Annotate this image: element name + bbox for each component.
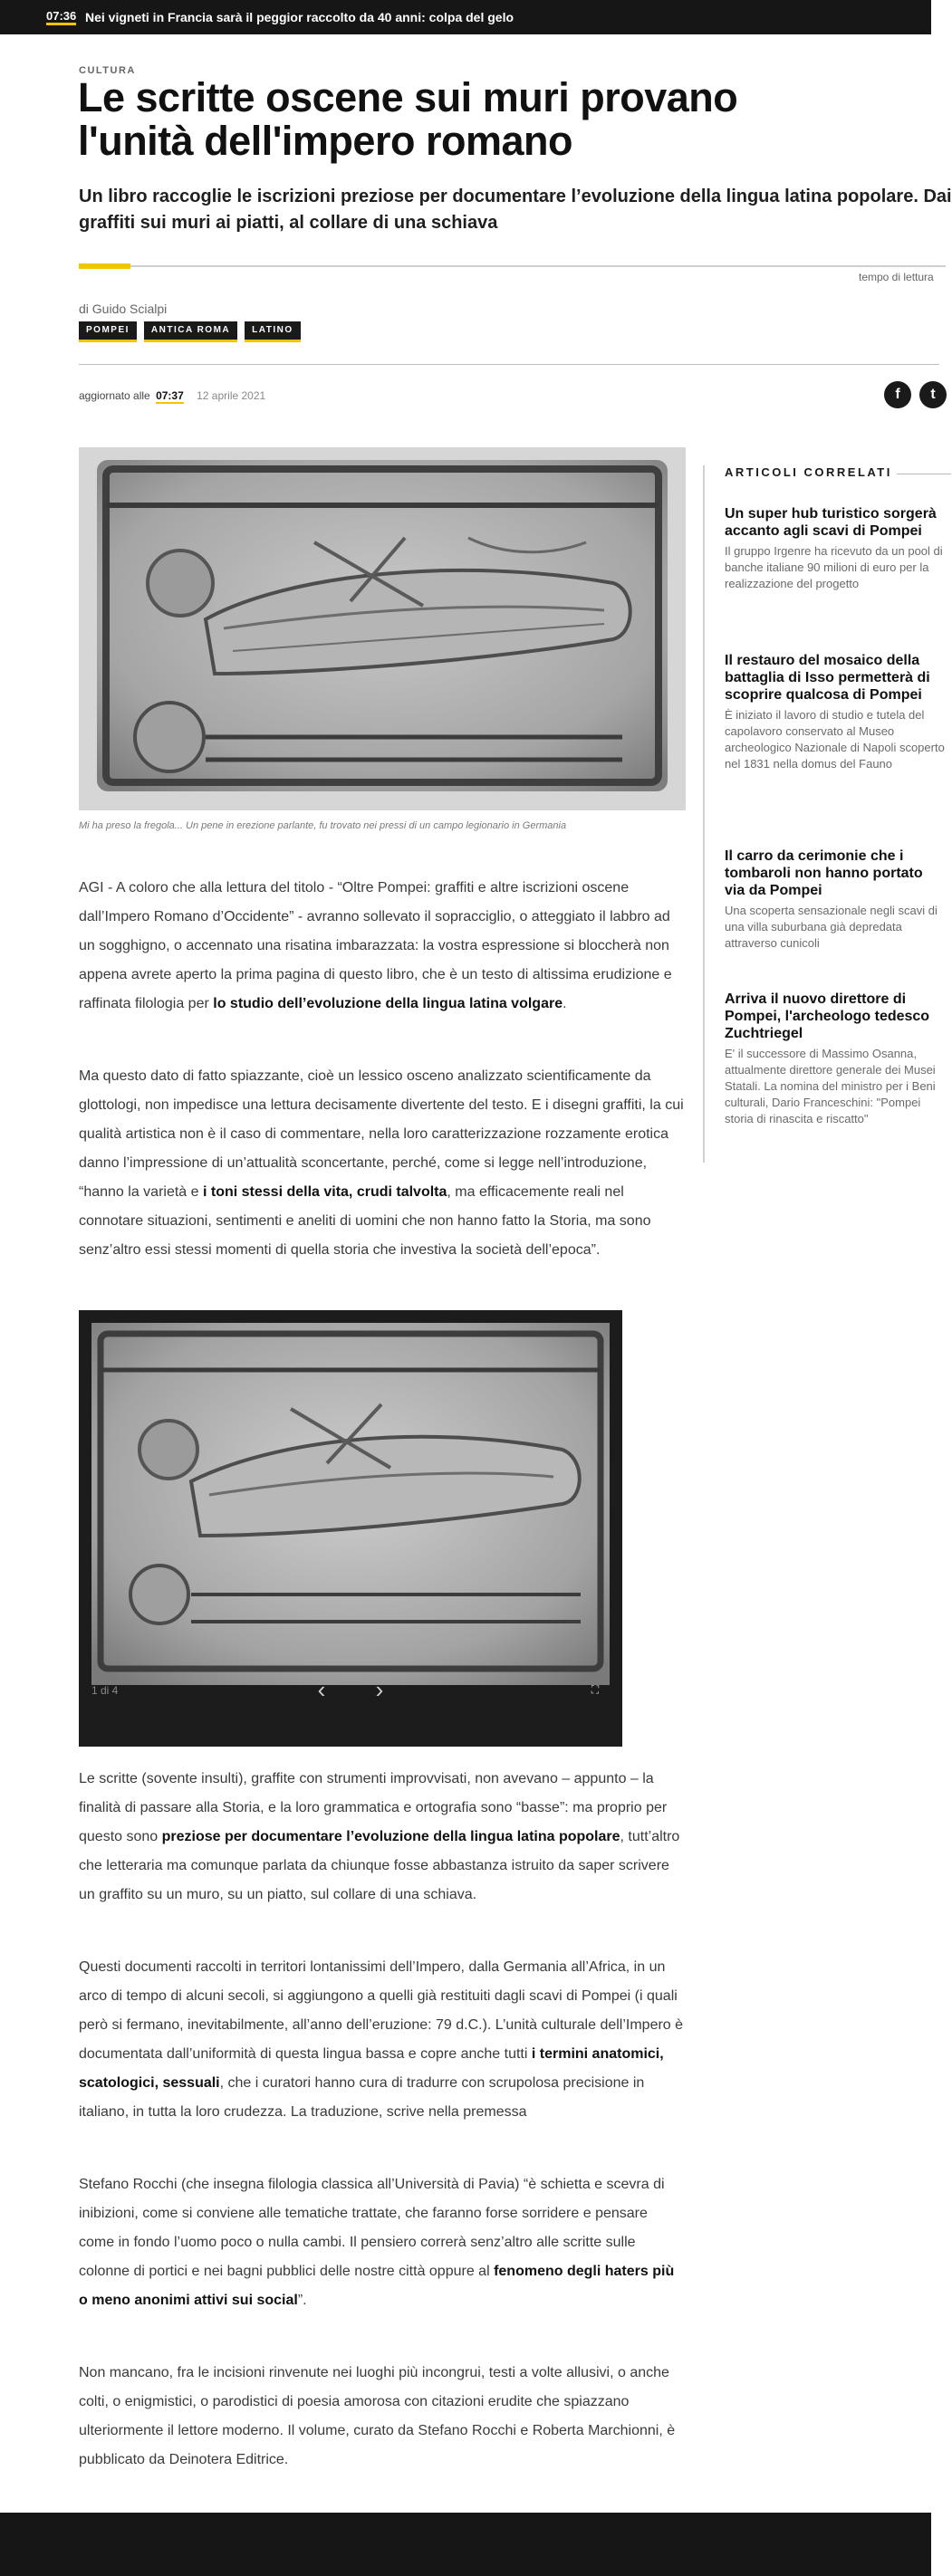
p1-end: .	[563, 996, 567, 1011]
body-paragraph-3	[79, 1765, 686, 1910]
gallery-fullscreen-button[interactable]	[588, 1682, 602, 1697]
hero-caption: Mi ha preso la fregola... Un pene in erezione parlante, fu trovato nei pressi di un campo legionario in Germania	[79, 820, 567, 831]
image-gallery	[79, 1310, 622, 1747]
chevron-right-icon: ›	[375, 1676, 384, 1703]
p2-end: , ma efficacemente reali nel connotare situazioni, sentimenti e aneliti di uomini che non hanno fatto la Storia, ma sono senz’altro essi stessi momenti di quella storia che investiva la società dell’epoca”.	[79, 1184, 651, 1258]
related-article-summary: Il gruppo Irgenre ha ricevuto da un pool di banche italiane 90 milioni di euro per la realizzazione del progetto	[725, 544, 943, 590]
related-article-title: Arriva il nuovo direttore di Pompei, l'archeologo tedesco Zuchtriegel	[725, 991, 930, 1041]
subtitle-line-1: Un libro raccoglie le iscrizioni preziose per documentare l’evoluzione della lingua latina popolare. Dai	[79, 187, 952, 206]
related-article-title: Il carro da cerimonie che i tombaroli non hanno portato via da Pompei	[725, 848, 923, 898]
p4-bold: i termini anatomici, scatologici, sessuali	[79, 2046, 664, 2091]
tag-latino[interactable]: LATINO	[245, 321, 300, 342]
update-info	[79, 389, 265, 402]
related-article-title: Un super hub turistico sorgerà accanto agli scavi di Pompei	[725, 506, 937, 539]
header-divider	[130, 265, 946, 267]
related-article-summary: Una scoperta sensazionale negli scavi di una villa suburbana già depredata attraverso cunicoli	[725, 904, 938, 950]
tag-pompei[interactable]: POMPEI	[79, 321, 137, 342]
p4-end: , che i curatori hanno cura di tradurre con scrupolosa precisione in italiano, in tutta la loro crudezza. La traduzione, scrive nella premessa	[79, 2075, 645, 2120]
title-line-2: l'unità dell'impero romano	[78, 118, 572, 164]
gallery-counter: 1 di 4	[91, 1684, 119, 1697]
p1-text: AGI - A coloro che alla lettura del titolo - “Oltre Pompei: graffiti e altre iscrizioni oscene dall’Impero Romano d’Occidente” - avranno sollevato il sopracciglio, o atteggiato il labbro ad un sogghigno, o accennato una risatina imbarazzata: la vostra espressione si bloccherà non appena avrete aperto la prima pagina di questo libro, che è un testo di altissima erudizione e raffinata filologia per	[79, 880, 672, 1011]
updated-date: 12 aprile 2021	[197, 389, 266, 402]
body-paragraph-5	[79, 2170, 686, 2315]
title-line-1: Le scritte oscene sui muri provano	[78, 74, 738, 120]
p6-text: Non mancano, fra le incisioni rinvenute nei luoghi più incongrui, testi a volte allusivi, o anche colti, o enigmistici, o parodistici di poesia amorosa con citazioni erudite che spiazzano ulteriormente il lettore moderno. Il volume, curato da Stefano Rocchi e Roberta Marchionni, è pubblicato da Deinotera Editrice.	[79, 2365, 676, 2467]
article-subtitle	[79, 184, 952, 236]
gallery-image	[91, 1323, 610, 1709]
related-article-2[interactable]	[725, 652, 947, 772]
updated-label: aggiornato alle	[79, 389, 150, 402]
gallery-relief-illustration	[91, 1323, 610, 1685]
subtitle-line-2: graffiti sui muri ai piatti, al collare di una schiava	[79, 213, 498, 233]
facebook-share-button[interactable]	[884, 381, 911, 408]
hero-image-relief	[79, 447, 686, 810]
related-article-1[interactable]	[725, 505, 947, 592]
p2-text: Ma questo dato di fatto spiazzante, cioè un lessico osceno analizzato scientificamente da glottologi, non impedisce una lettura decisamente divertente del testo. E i disegni graffiti, la cui qualità artistica non è il caso di commentare, nella loro caratterizzazione rozzamente erotica danno l’impressione di un’attualità sconcertante, perché, come si legge nell’introduzione, “hanno la varietà e	[79, 1068, 684, 1200]
p2-bold: i toni stessi della vita, crudi talvolta	[202, 1184, 447, 1200]
body-paragraph-6	[79, 2359, 686, 2475]
related-article-4[interactable]	[725, 991, 947, 1127]
p3-end: , tutt’altro che letteraria ma comunque parlata da chiunque fosse abbastanza istruito da saper scrivere un graffito su un muro, su un piatto, sul collare di una schiava.	[79, 1829, 680, 1902]
tag-list	[79, 321, 301, 342]
p5-end: ”.	[297, 2293, 307, 2308]
reading-time: tempo di lettura	[859, 271, 934, 283]
related-article-3[interactable]	[725, 847, 947, 952]
yellow-accent-rule	[79, 263, 130, 269]
p3-bold: preziose per documentare l’evoluzione della lingua latina popolare	[161, 1829, 620, 1844]
twitter-share-button[interactable]	[919, 381, 947, 408]
related-articles-heading: ARTICOLI CORRELATI	[725, 465, 892, 479]
body-paragraph-2	[79, 1062, 686, 1265]
gallery-prev-button[interactable]	[309, 1677, 334, 1702]
news-ticker	[0, 0, 931, 34]
p5-bold: fenomeno degli haters più o meno anonimi attivi sui social	[79, 2264, 675, 2308]
p5-text: Stefano Rocchi (che insegna filologia classica all’Università di Pavia) “è schietta e scevra di inibizioni, come si conviene alle tematiche trattate, che faranno forse sorridere e pensare come in fondo l’uomo poco o nulla cambi. Il pensiero correrà senz’altro alle scritte sulle colonne di portici e nei bagni pubblici delle nostre città oppure al	[79, 2177, 665, 2279]
meta-divider	[79, 364, 939, 365]
chevron-left-icon: ‹	[317, 1676, 326, 1703]
related-article-title: Il restauro del mosaico della battaglia di Isso permetterà di scoprire qualcosa di Pompei	[725, 653, 930, 703]
page-footer	[0, 2513, 931, 2576]
relief-illustration	[79, 447, 686, 810]
author-byline[interactable]: di Guido Scialpi	[79, 302, 168, 316]
ticker-headline-link[interactable]: Nei vigneti in Francia sarà il peggior raccolto da 40 anni: colpa del gelo	[85, 10, 514, 24]
related-article-summary: E' il successore di Massimo Osanna, attualmente direttore generale dei Musei Statali. La nomina del ministro per i Beni culturali, Dario Franceschini: "Pompei storia di rinascita e riscatto"	[725, 1047, 936, 1125]
article-title	[78, 76, 938, 163]
related-articles-sidebar	[703, 465, 945, 1163]
updated-time: 07:37	[156, 389, 184, 402]
twitter-icon: t	[930, 387, 936, 402]
p1-bold: lo studio dell’evoluzione della lingua latina volgare	[213, 996, 563, 1011]
body-paragraph-4	[79, 1953, 686, 2127]
p4-text: Questi documenti raccolti in territori lontanissimi dell’Impero, dalla Germania all’Africa, in un arco di tempo di alcuni secoli, si aggiungono a quelli già restituiti dagli scavi di Pompei (i quali però si fermano, inevitabilmente, all’anno dell’eruzione: 79 d.C.). L’unità culturale dell’Impero è documentata dall’uniformità di questa lingua bassa e copre anche tutti	[79, 1959, 684, 2062]
body-paragraph-1	[79, 874, 686, 1019]
related-article-summary: È iniziato il lavoro di studio e tutela del capolavoro conservato al Museo archeologico Nazionale di Napoli scoperto nel 1831 nella domus del Fauno	[725, 708, 945, 771]
p3-text: Le scritte (sovente insulti), graffite con strumenti improvvisati, non avevano – appunto – la finalità di passare alla Storia, e la loro grammatica e ortografia sono “basse”: ma proprio per questo sono	[79, 1771, 668, 1844]
ticker-time: 07:36	[46, 9, 76, 25]
gallery-next-button[interactable]	[367, 1677, 392, 1702]
tag-antica-roma[interactable]: ANTICA ROMA	[144, 321, 237, 342]
fullscreen-icon: ⛶	[591, 1683, 600, 1696]
section-label[interactable]: CULTURA	[79, 65, 136, 76]
facebook-icon: f	[895, 387, 900, 402]
